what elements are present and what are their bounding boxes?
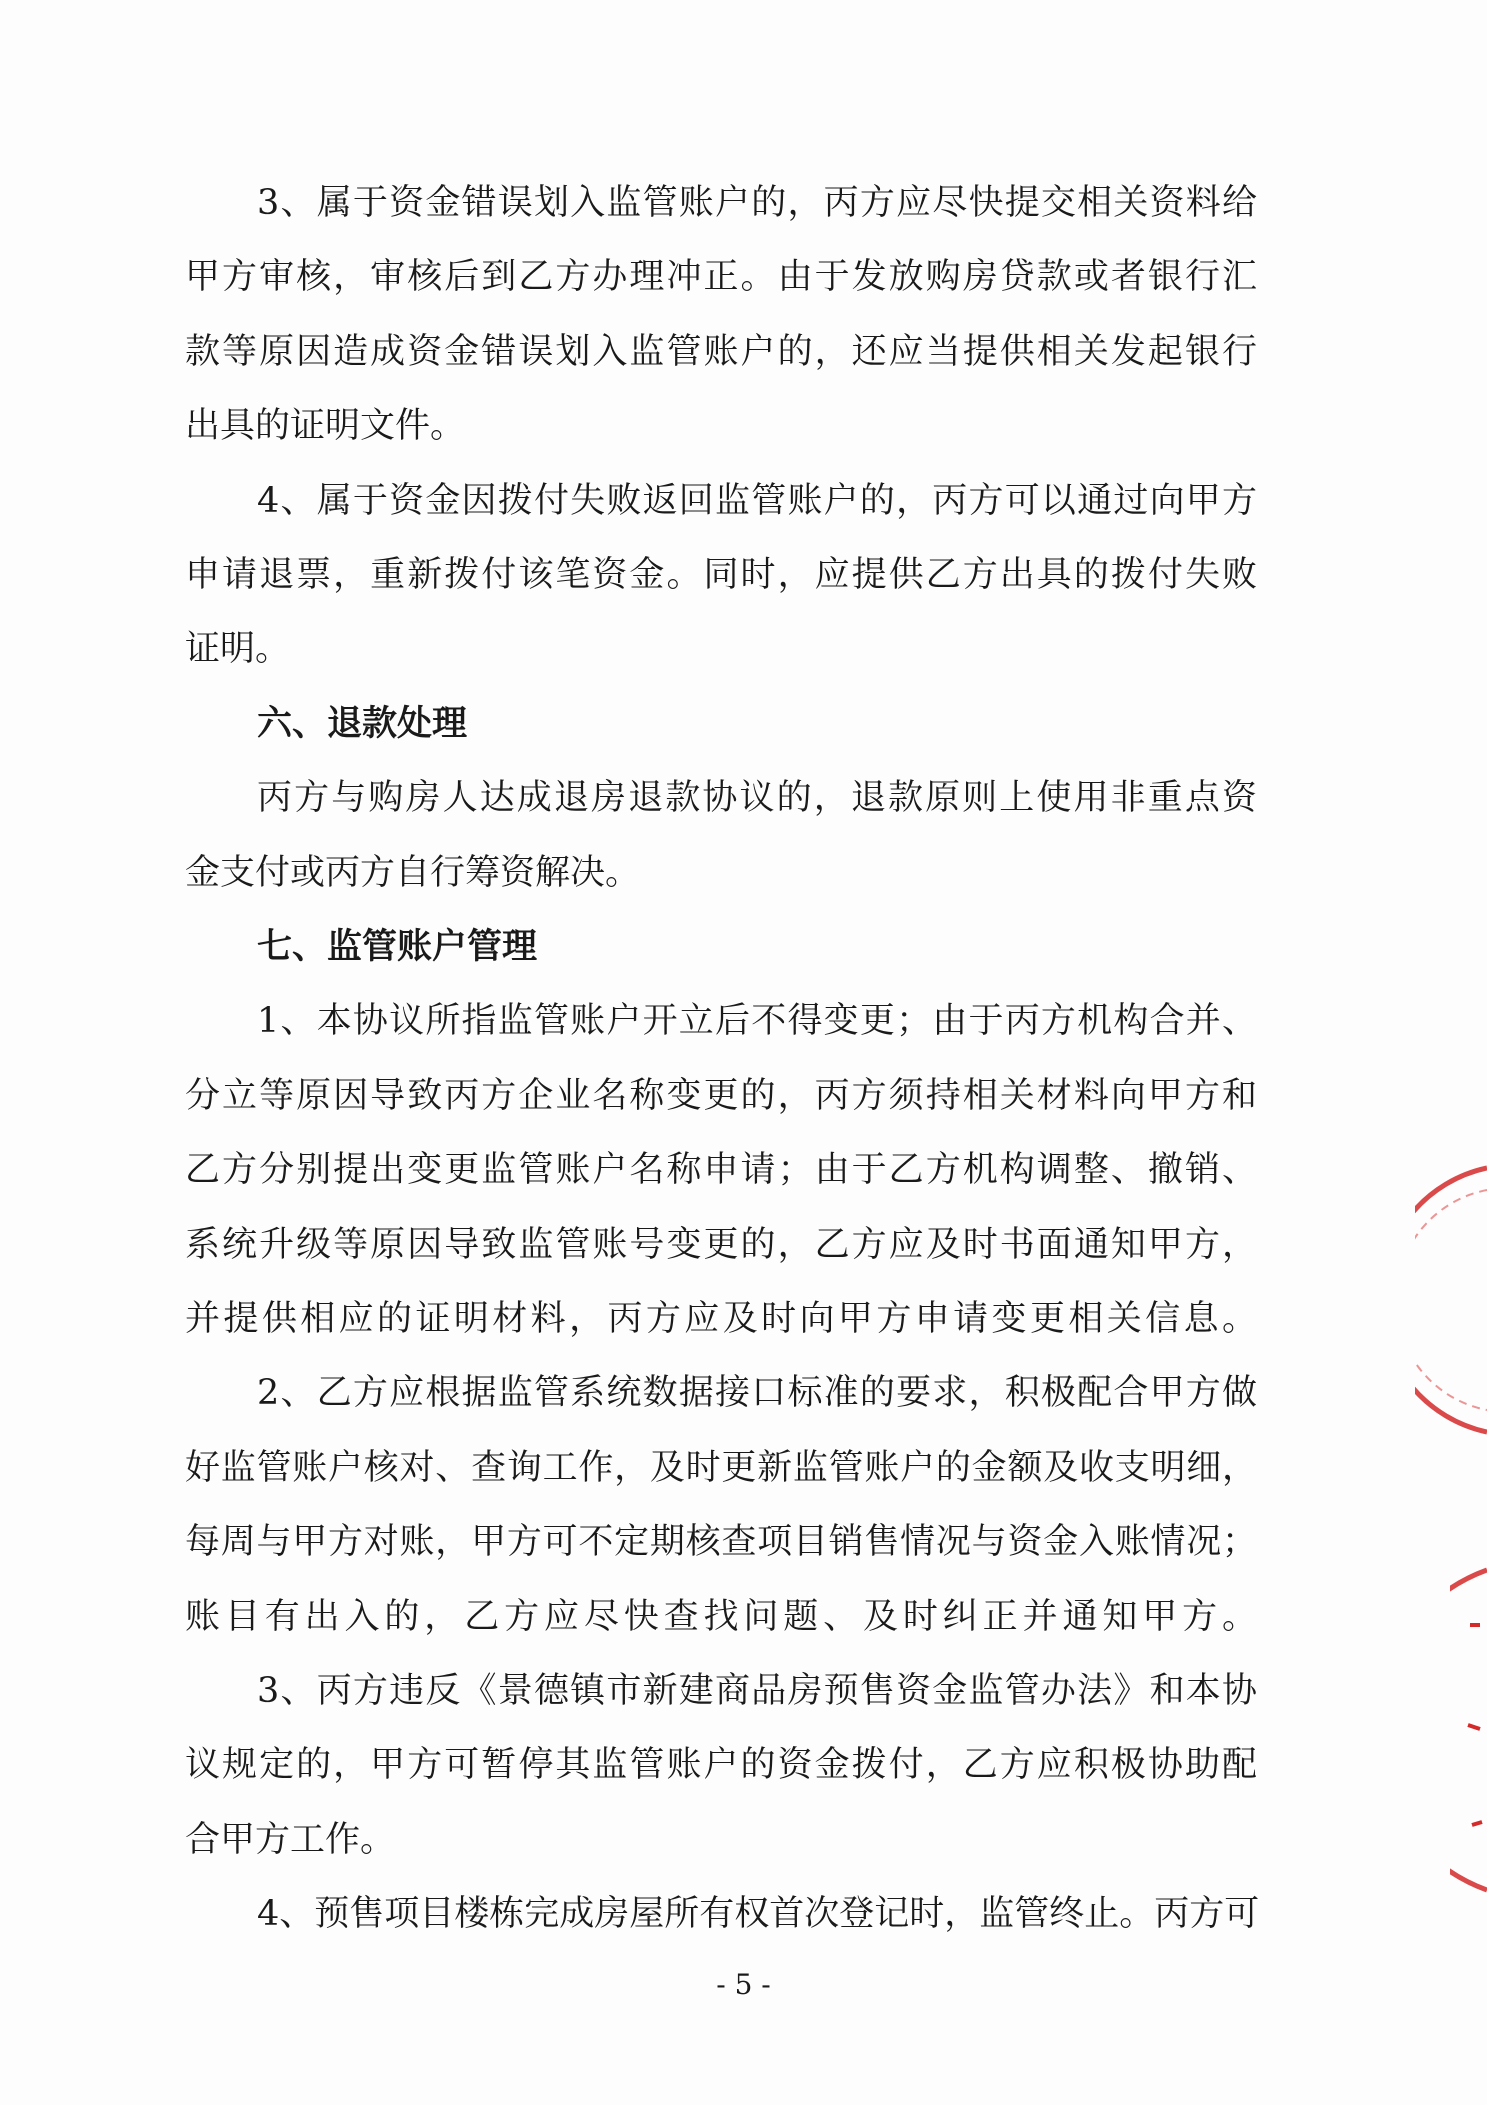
text-line: 账目有出入的，乙方应尽快查找问题、及时纠正并通知甲方。 [185, 1596, 1257, 1637]
text-line: 4、属于资金因拨付失败返回监管账户的，丙方可以通过向甲方 [257, 480, 1257, 521]
text-line: 款等原因造成资金错误划入监管账户的，还应当提供相关发起银行 [185, 331, 1257, 372]
text-line: 证明。 [185, 629, 291, 670]
text-line: 3、丙方违反《景德镇市新建商品房预售资金监管办法》和本协 [257, 1671, 1257, 1711]
text-line: 出具的证明文件。 [185, 406, 466, 447]
text-line: 分立等原因导致丙方企业名称变更的，丙方须持相关材料向甲方和 [185, 1075, 1257, 1116]
seal-stamp-top [1415, 1160, 1487, 1440]
text-line: 并提供相应的证明材料，丙方应及时向甲方申请变更相关信息。 [185, 1299, 1257, 1339]
section-heading: 七、监管账户管理 [257, 926, 538, 967]
text-line: 每周与甲方对账，甲方可不定期核查项目销售情况与资金入账情况； [185, 1522, 1257, 1563]
text-line: 合甲方工作。 [185, 1819, 396, 1860]
text-line: 乙方分别提出变更监管账户名称申请；由于乙方机构调整、撤销、 [185, 1150, 1257, 1191]
text-line: 1、本协议所指监管账户开立后不得变更；由于丙方机构合并、 [257, 1001, 1257, 1042]
text-line: 议规定的，甲方可暂停其监管账户的资金拨付，乙方应积极协助配 [185, 1745, 1257, 1786]
text-line: 3、属于资金错误划入监管账户的，丙方应尽快提交相关资料给 [257, 183, 1257, 223]
text-line: 甲方审核，审核后到乙方办理冲正。由于发放购房贷款或者银行汇 [185, 257, 1257, 298]
section-heading: 六、退款处理 [257, 702, 468, 744]
text-line: 金支付或丙方自行筹资解决。 [185, 852, 641, 893]
page-number: - 5 - [716, 1968, 771, 2001]
text-line: 好监管账户核对、查询工作，及时更新监管账户的金额及收支明细， [185, 1447, 1257, 1488]
text-line: 4、预售项目楼栋完成房屋所有权首次登记时，监管终止。丙方可 [257, 1894, 1260, 1935]
seal-stamp-bottom [1450, 1565, 1487, 1895]
text-line: 丙方与购房人达成退房退款协议的，退款原则上使用非重点资 [257, 778, 1257, 819]
text-line: 2、乙方应根据监管系统数据接口标准的要求，积极配合甲方做 [257, 1373, 1257, 1414]
text-line: 系统升级等原因导致监管账号变更的，乙方应及时书面通知甲方， [185, 1224, 1257, 1265]
text-line: 申请退票，重新拨付该笔资金。同时，应提供乙方出具的拨付失败 [185, 555, 1257, 595]
